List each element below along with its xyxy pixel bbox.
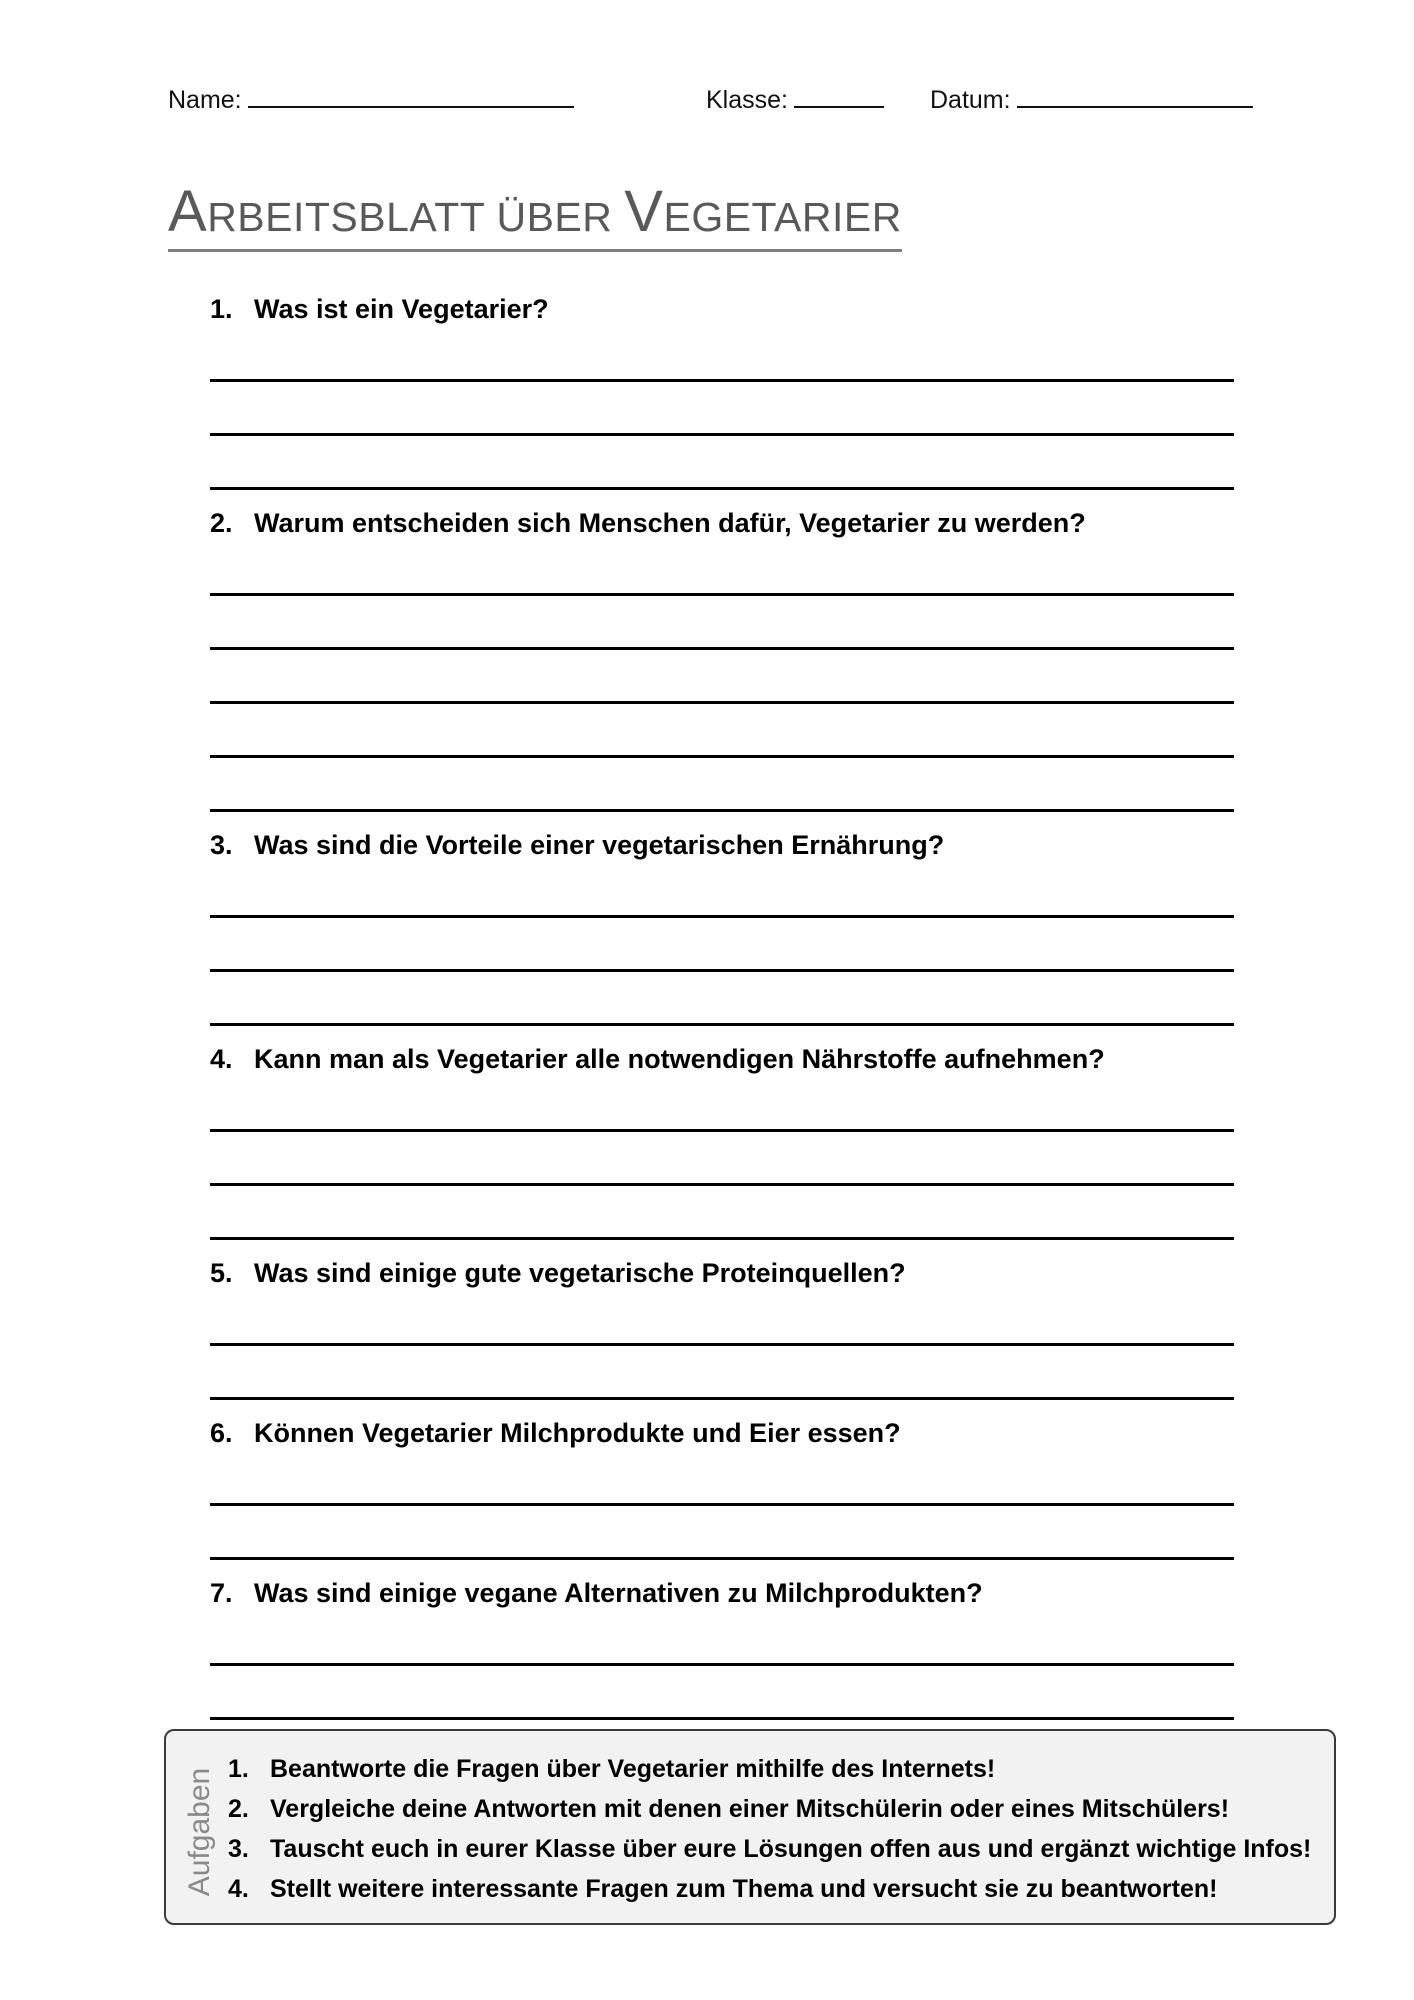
- answer-line[interactable]: [210, 809, 1234, 812]
- question-title: [210, 1044, 1234, 1075]
- tasks-label-container: [180, 1759, 220, 1904]
- question-number: 7.: [210, 1578, 233, 1608]
- task-text: Stellt weitere interessante Fragen zum Thema und versucht sie zu beantworten!: [270, 1875, 1218, 1903]
- task-number: 4.: [228, 1875, 249, 1903]
- question-number: 4.: [210, 1044, 233, 1074]
- task-number: 3.: [228, 1835, 249, 1863]
- question-text: Was ist ein Vegetarier?: [254, 294, 549, 324]
- question-number: 3.: [210, 830, 233, 860]
- question-7: [210, 1578, 1234, 1720]
- name-label: Name:: [168, 86, 242, 114]
- answer-line[interactable]: [210, 701, 1234, 704]
- answer-line[interactable]: [210, 1343, 1234, 1346]
- question-title: [210, 508, 1234, 539]
- answer-lines: [210, 1503, 1234, 1560]
- question-1: [210, 294, 1234, 490]
- answer-line[interactable]: [210, 1237, 1234, 1240]
- answer-line[interactable]: [210, 1397, 1234, 1400]
- answer-line[interactable]: [210, 915, 1234, 918]
- question-text: Was sind die Vorteile einer vegetarischen Ernährung?: [254, 830, 945, 860]
- name-field[interactable]: [168, 84, 574, 115]
- question-title: [210, 294, 1234, 325]
- answer-line[interactable]: [210, 379, 1234, 382]
- answer-line[interactable]: [210, 1023, 1234, 1026]
- answer-lines: [210, 593, 1234, 812]
- task-item: [228, 1789, 1311, 1829]
- title-initial-2: V: [624, 179, 664, 244]
- answer-lines: [210, 379, 1234, 490]
- title-rest-1: RBEITSBLATT ÜBER: [207, 194, 625, 240]
- task-text: Vergleiche deine Antworten mit denen einer Mitschülerin oder eines Mitschülers!: [270, 1795, 1230, 1823]
- answer-lines: [210, 1129, 1234, 1240]
- question-number: 6.: [210, 1418, 233, 1448]
- answer-line[interactable]: [210, 1503, 1234, 1506]
- date-blank[interactable]: [1017, 84, 1253, 108]
- question-5: [210, 1258, 1234, 1400]
- answer-lines: [210, 915, 1234, 1026]
- answer-line[interactable]: [210, 433, 1234, 436]
- question-text: Was sind einige vegane Alternativen zu Milchprodukten?: [254, 1578, 983, 1608]
- question-text: Warum entscheiden sich Menschen dafür, Vegetarier zu werden?: [254, 508, 1086, 538]
- question-text: Können Vegetarier Milchprodukte und Eier essen?: [254, 1418, 901, 1448]
- class-label: Klasse:: [706, 86, 788, 114]
- answer-line[interactable]: [210, 755, 1234, 758]
- question-title: [210, 1418, 1234, 1449]
- name-blank[interactable]: [248, 84, 574, 108]
- question-title: [210, 1578, 1234, 1609]
- date-label: Datum:: [930, 86, 1011, 114]
- answer-lines: [210, 1663, 1234, 1720]
- task-text: Tauscht euch in eurer Klasse über eure Lösungen offen aus und ergänzt wichtige Infos!: [270, 1835, 1312, 1863]
- answer-line[interactable]: [210, 1557, 1234, 1560]
- question-title: [210, 830, 1234, 861]
- question-text: Kann man als Vegetarier alle notwendigen Nährstoffe aufnehmen?: [254, 1044, 1105, 1074]
- question-text: Was sind einige gute vegetarische Proteinquellen?: [254, 1258, 906, 1288]
- question-title: [210, 1258, 1234, 1289]
- task-number: 1.: [228, 1755, 249, 1783]
- task-item: [228, 1749, 1311, 1789]
- question-number: 5.: [210, 1258, 233, 1288]
- date-field[interactable]: [930, 84, 1253, 115]
- answer-line[interactable]: [210, 1663, 1234, 1666]
- class-field[interactable]: [706, 84, 884, 115]
- answer-line[interactable]: [210, 969, 1234, 972]
- title-initial-1: A: [168, 179, 208, 244]
- question-6: [210, 1418, 1234, 1560]
- answer-line[interactable]: [210, 1129, 1234, 1132]
- question-2: [210, 508, 1234, 812]
- answer-line[interactable]: [210, 1183, 1234, 1186]
- answer-line[interactable]: [210, 487, 1234, 490]
- question-number: 2.: [210, 508, 233, 538]
- task-item: [228, 1869, 1311, 1909]
- tasks-list: [228, 1749, 1311, 1909]
- answer-line[interactable]: [210, 1717, 1234, 1720]
- tasks-label: Aufgaben: [183, 1767, 216, 1896]
- question-number: 1.: [210, 294, 233, 324]
- answer-lines: [210, 1343, 1234, 1400]
- task-text: Beantworte die Fragen über Vegetarier mithilfe des Internets!: [270, 1755, 996, 1783]
- task-number: 2.: [228, 1795, 249, 1823]
- answer-line[interactable]: [210, 647, 1234, 650]
- title-rest-2: EGETARIER: [663, 194, 902, 240]
- task-item: [228, 1829, 1311, 1869]
- tasks-box: [164, 1729, 1336, 1925]
- question-4: [210, 1044, 1234, 1240]
- page-title: [168, 178, 902, 252]
- answer-line[interactable]: [210, 593, 1234, 596]
- question-3: [210, 830, 1234, 1026]
- class-blank[interactable]: [794, 84, 884, 108]
